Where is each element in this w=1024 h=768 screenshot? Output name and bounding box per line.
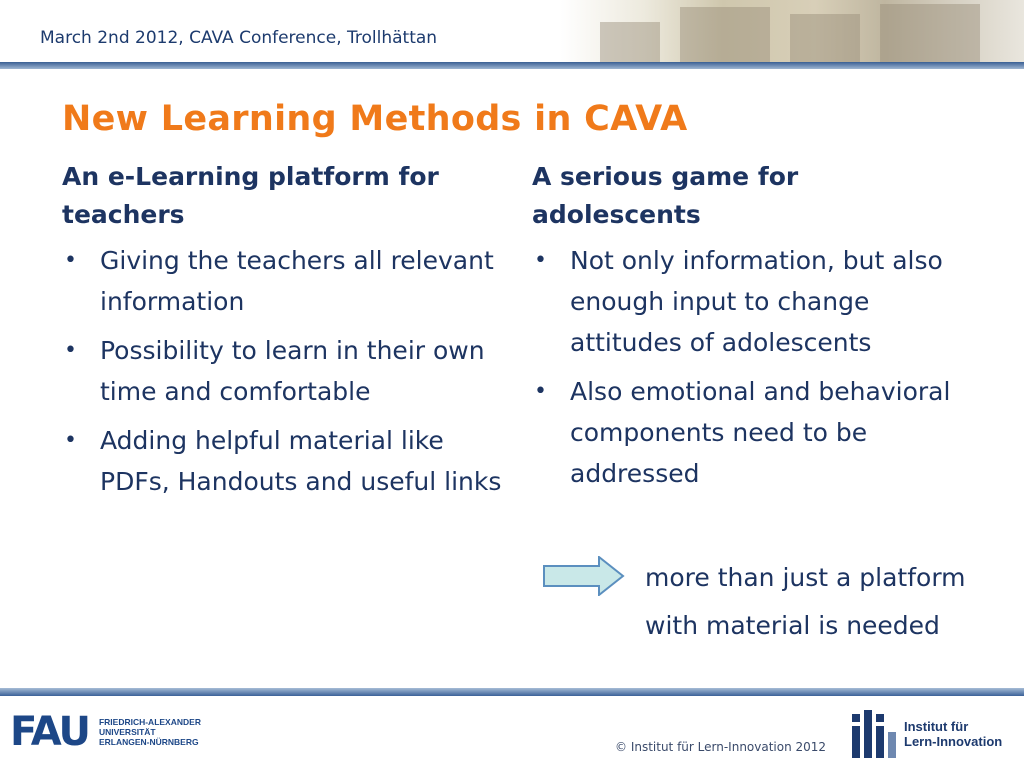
list-item [532, 240, 972, 363]
list-item-text: Giving the teachers all relevant information [100, 246, 494, 316]
ili-logo-icon [850, 708, 898, 760]
right-column-heading: A serious game for adolescents [532, 162, 799, 229]
bullet-icon: • [64, 248, 77, 273]
list-item-text: Adding helpful material like PDFs, Handouts and useful links [100, 426, 502, 496]
list-item-text: Also emotional and behavioral components need to be addressed [570, 377, 951, 488]
header-subtitle: March 2nd 2012, CAVA Conference, Trollhättan [40, 28, 438, 48]
fau-logo-mark: FAU [10, 709, 89, 755]
conclusion-text: more than just a platform with material is needed [645, 563, 966, 640]
ili-logo-line: Lern-Innovation [904, 734, 1003, 749]
fau-logo-line: ERLANGEN-NÜRNBERG [98, 737, 199, 747]
ili-logo [850, 708, 1002, 760]
slide-title: New Learning Methods in CAVA [62, 99, 688, 140]
list-item [62, 240, 502, 322]
right-arrow-icon [543, 556, 625, 596]
bullet-icon: • [64, 428, 77, 453]
list-item-text: Possibility to learn in their own time and comfortable [100, 336, 485, 406]
fau-logo-line: FRIEDRICH-ALEXANDER [98, 717, 201, 727]
fau-logo-line: UNIVERSITÄT [98, 727, 156, 737]
right-bullet-list [532, 240, 972, 494]
ili-logo-line: Institut für [904, 719, 969, 734]
fau-logo-text [99, 717, 201, 747]
copyright-text: © Institut für Lern-Innovation 2012 [615, 740, 827, 754]
right-column [532, 158, 972, 502]
ili-logo-text [904, 719, 1002, 749]
list-item-text: Not only information, but also enough input to change attitudes of adolescents [570, 246, 943, 357]
left-bullet-list [62, 240, 502, 502]
fau-logo [10, 709, 201, 755]
header-divider [0, 62, 1024, 69]
list-item [62, 330, 502, 412]
list-item [532, 371, 972, 494]
left-column-heading: An e-Learning platform for teachers [62, 162, 439, 229]
bullet-icon: • [534, 379, 547, 404]
footer-divider [0, 688, 1024, 696]
list-item [62, 420, 502, 502]
bullet-icon: • [64, 338, 77, 363]
bullet-icon: • [534, 248, 547, 273]
left-column [62, 158, 502, 510]
header-photo-banner [560, 0, 1024, 62]
